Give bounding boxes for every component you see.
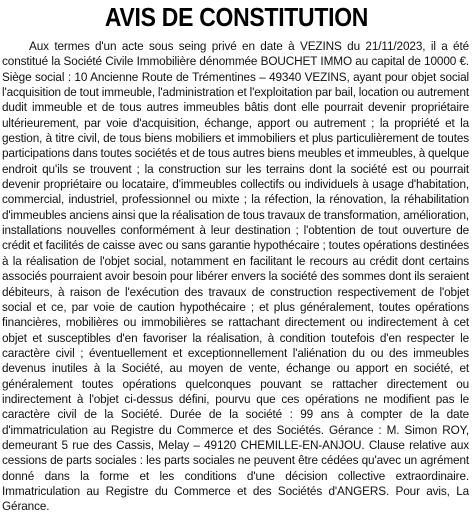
notice-title: AVIS DE CONSTITUTION xyxy=(104,4,369,32)
notice-body-text: Aux termes d'un acte sous seing privé en date à VEZINS du 21/11/2023, il a été constitué la Société Civile Immobilière dénommée BOUCHET IMMO au capital de 10000 €. Siège social : 10 Ancienne Route de Trémentines – 49340 VEZINS, ayant pour objet social l'acquisition de tout immeuble, l'administration et l'exploitation par bail, location ou autrement dudit immeuble et de tous autres immeubles bâtis dont elle pourrait devenir propriétaire ultérieurement, par voie d'acquisition, échange, apport ou autrement ; la propriété et la gestion, à titre civil, de tous biens mobiliers et immobiliers et plus particulièrement de toutes participations dans toutes sociétés et de tous autres biens meubles et immeubles, à quelque endroit qu'ils se trouvent ; la construction sur les terrains dont la société est ou pourrait devenir propriétaire ou locataire, d'immeubles collectifs ou individuels à usage d'habitation, commercial, industriel, professionnel ou mixte ; la réfection, la rénovation, la réhabilitation d'immeubles anciens ainsi que la réalisation de tous travaux de transformation, amélioration, installations nouvelles conformément à leur destination ; l'obtention de tout ouverture de crédit et facilités de caisse avec ou sans garantie hypothécaire ; toutes opérations destinées à la réalisation de l'objet social, notamment en facilitant le recours au crédit dont certains associés pourraient avoir besoin pour libérer envers la société des sommes dont ils seraient débiteurs, à raison de l'exécution des travaux de construction respectivement de l'objet social et ce, par voie de caution hypothécaire ; et plus généralement, toutes opérations financières, mobilières ou immobilières se rattachant directement ou indirectement à cet objet et susceptibles d'en favoriser la réalisation, à condition toutefois d'en respecter le caractère civil ; éventuellement et exceptionnellement l'aliénation du ou des immeubles devenus inutiles à la Société, au moyen de vente, échange ou apport en société, et généralement toutes opérations quelconques pouvant se rattacher directement ou indirectement à l'objet ci-dessus défini, pourvu que ces opérations ne modifient pas le caractère civil de la Société. Durée de la société : 99 ans à compter de la date d'immatriculation au Registre du Commerce et des Sociétés. Gérance : M. Simon ROY, demeurant 5 rue des Cassis, Melay – 49120 CHEMILLE-EN-ANJOU. Clause relative aux cessions de parts sociales : les parts sociales ne peuvent être cédées qu'avec un agrément donné dans la forme et les conditions d'une décision collective extraordinaire. Immatriculation au Registre du Commerce et des Sociétés d'ANGERS. Pour avis, La Gérance. xyxy=(2,39,470,514)
